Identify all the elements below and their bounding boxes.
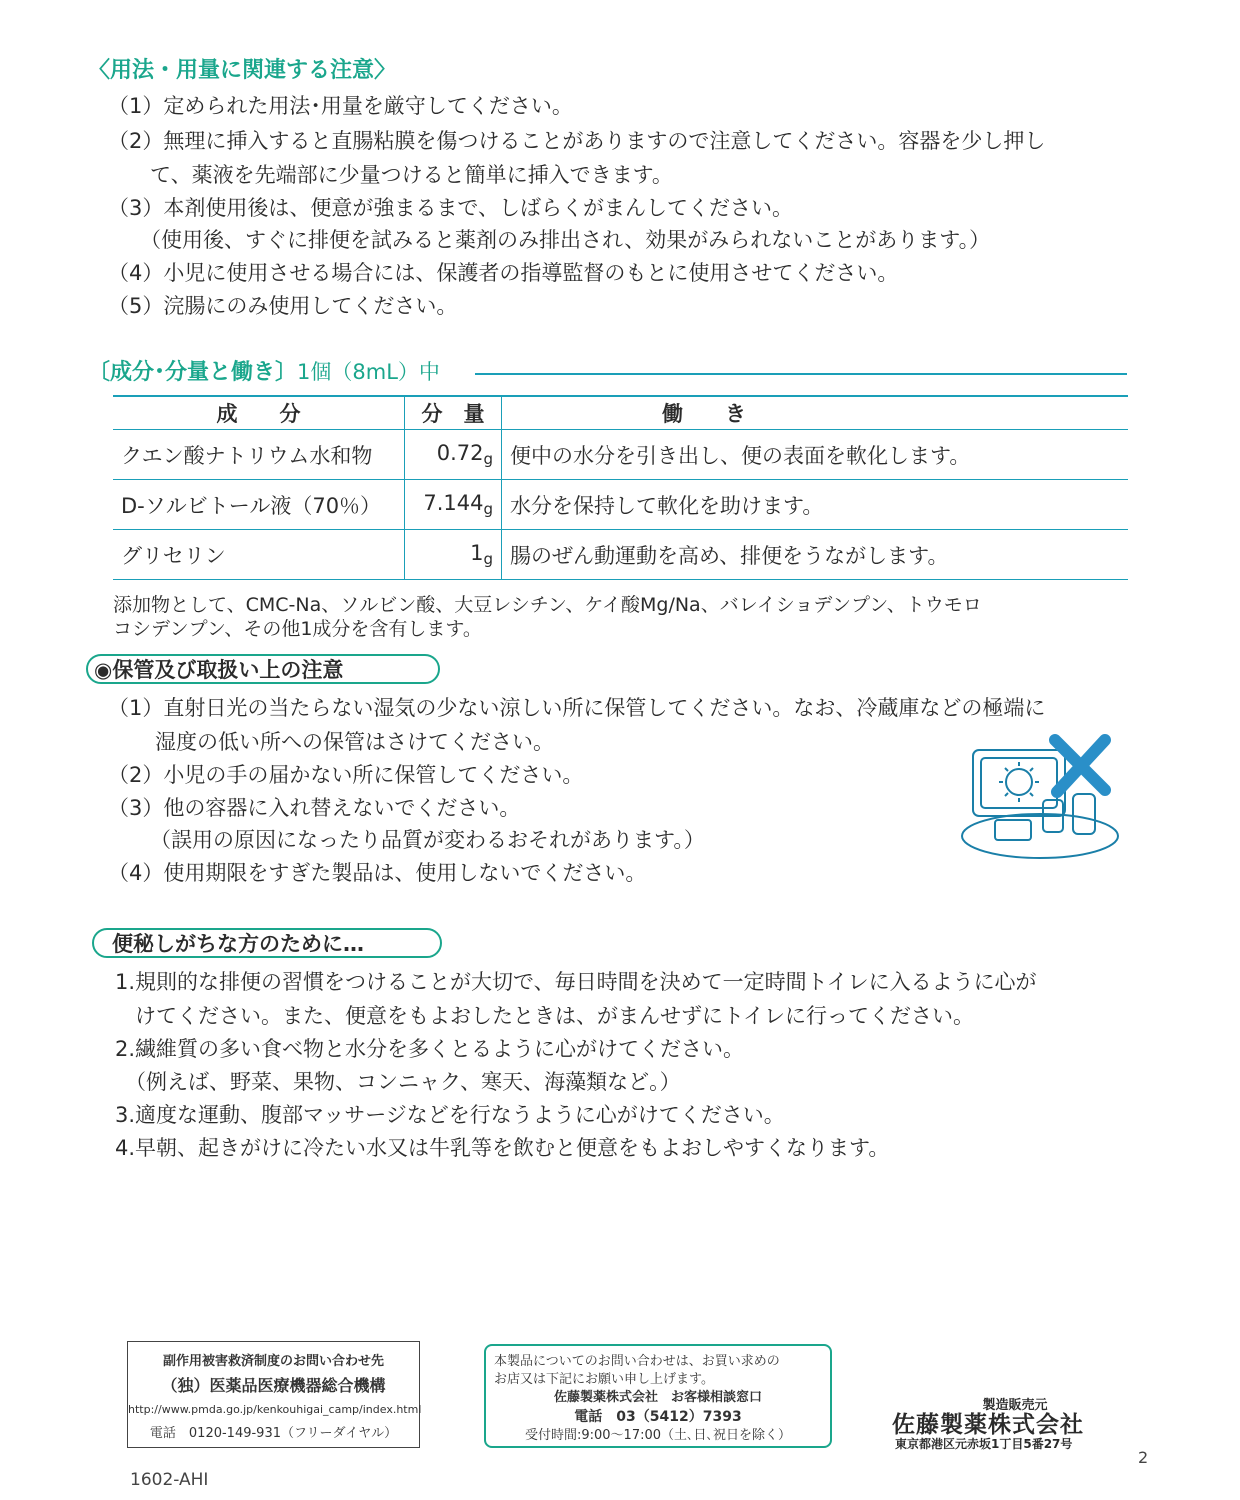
relief-url[interactable]: http://www.pmda.go.jp/kenkouhigai_camp/index.html (128, 1403, 422, 1416)
table-row (113, 430, 1128, 480)
amount-unit: g (483, 450, 493, 468)
tips-item-1-cont: けてください。また、便意をもよおしたときは、がまんせずにトイレに行ってください。 (135, 1004, 974, 1028)
tips-item-2-note: （例えば、野菜、果物、コンニャク、寒天、海藻類など。） (125, 1070, 681, 1094)
usage-item-4: （4）小児に使用させる場合には、保護者の指導監督のもとに使用させてください。 (108, 261, 899, 285)
ingredient-effect: 腸のぜん動運動を高め、排便をうながします。 (502, 530, 1129, 580)
ingredient-amount (405, 530, 502, 580)
storage-item-1: （1）直射日光の当たらない湿気の少ない涼しい所に保管してください。なお、冷蔵庫などの極端に (108, 696, 1046, 720)
ingredient-name: D-ソルビトール液（70％） (113, 480, 405, 530)
tips-item-2: 2.繊維質の多い食べ物と水分を多くとるように心がけてください。 (115, 1037, 745, 1061)
storage-item-4: （4）使用期限をすぎた製品は、使用しないでください。 (108, 861, 647, 885)
header-ingredient: 成 分 (113, 396, 405, 430)
fridge-sun-icon (962, 750, 1118, 858)
relief-title: 副作用被害救済制度のお問い合わせ先 (162, 1354, 384, 1369)
ingredient-name: クエン酸ナトリウム水和物 (113, 430, 405, 480)
amount-value: 0.72 (436, 441, 484, 465)
header-amount: 分 量 (405, 396, 502, 430)
no-fridge-illustration (955, 728, 1125, 863)
header-effect: 働 き (502, 396, 1129, 430)
heading-rule (475, 373, 1127, 375)
amount-value: 1 (470, 541, 484, 565)
storage-item-3-note: （誤用の原因になったり品質が変わるおそれがあります。） (150, 828, 705, 852)
tips-heading: 便秘しがちな方のために… (112, 932, 364, 956)
ingredient-effect: 便中の水分を引き出し、便の表面を軟化します。 (502, 430, 1129, 480)
usage-item-2: （2）無理に挿入すると直腸粘膜を傷つけることがありますので注意してください。容器を少し押し (108, 129, 1046, 153)
ingredient-effect: 水分を保持して軟化を助けます。 (502, 480, 1129, 530)
contact-line-2: お店又は下記にお願い申し上げます。 (494, 1372, 714, 1387)
page-number: 2 (1138, 1448, 1149, 1467)
storage-item-3: （3）他の容器に入れ替えないでください。 (108, 796, 521, 820)
storage-heading-pill (86, 654, 440, 684)
contact-company: 佐藤製薬株式会社 お客様相談窓口 (553, 1390, 762, 1405)
relief-org: （独）医薬品医療機器総合機構 (161, 1376, 386, 1395)
ingredients-heading (88, 358, 440, 387)
storage-item-1-cont: 湿度の低い所への保管はさけてください。 (155, 730, 554, 754)
table-row (113, 480, 1128, 530)
storage-heading: ◉保管及び取扱い上の注意 (94, 658, 344, 682)
additives-line-2: コシデンプン、その他1成分を含有します。 (113, 618, 482, 640)
usage-item-3: （3）本剤使用後は、便意が強まるまで、しばらくがまんしてください。 (108, 196, 793, 220)
contact-hours: 受付時間:9:00〜17:00（土､日､祝日を除く） (524, 1428, 792, 1443)
contact-info-box (484, 1344, 832, 1448)
amount-value: 7.144 (423, 491, 484, 515)
usage-heading: 〈用法・用量に関連する注意〉 (88, 58, 397, 83)
tips-heading-pill (92, 928, 442, 958)
table-header-row (113, 396, 1128, 430)
ingredient-name: グリセリン (113, 530, 405, 580)
usage-item-2-cont: て、薬液を先端部に少量つけると簡単に挿入できます。 (150, 163, 673, 187)
tips-item-3: 3.適度な運動、腹部マッサージなどを行なうように心がけてください。 (115, 1103, 785, 1127)
ingredient-amount (405, 430, 502, 480)
contact-phone: 電話 03（5412）7393 (574, 1409, 742, 1425)
usage-item-1: （1）定められた用法･用量を厳守してください。 (108, 94, 573, 118)
ingredient-amount (405, 480, 502, 530)
storage-item-2: （2）小児の手の届かない所に保管してください。 (108, 763, 584, 787)
tips-item-4: 4.早朝、起きがけに冷たい水又は牛乳等を飲むと便意をもよおしやすくなります。 (115, 1136, 890, 1160)
maker-address: 東京都港区元赤坂1丁目5番27号 (895, 1437, 1073, 1451)
amount-unit: g (483, 550, 493, 568)
usage-item-5: （5）浣腸にのみ使用してください。 (108, 294, 458, 318)
ingredients-table (113, 395, 1128, 580)
contact-line-1: 本製品についてのお問い合わせは、お買い求めの (494, 1354, 780, 1369)
ingredients-heading-rest: 1個（8mL）中 (297, 360, 440, 384)
usage-item-3-note: （使用後、すぐに排便を試みると薬剤のみ排出され、効果がみられないことがあります。） (140, 228, 991, 252)
additives-line-1: 添加物として、CMC-Na、ソルビン酸、大豆レシチン、ケイ酸Mg/Na、バレイショデンプン、トウモロ (113, 594, 982, 616)
maker-label: 製造販売元 (982, 1398, 1048, 1413)
ingredients-heading-bold: 〔成分･分量と働き〕 (88, 360, 298, 385)
cross-mark-icon (1055, 740, 1105, 792)
relief-info-box (127, 1341, 420, 1448)
relief-phone: 電話 0120-149-931（フリーダイヤル） (149, 1426, 398, 1441)
maker-name: 佐藤製薬株式会社 (892, 1412, 1084, 1438)
document-code: 1602-AHI (130, 1470, 209, 1490)
table-row (113, 530, 1128, 580)
tips-item-1: 1.規則的な排便の習慣をつけることが大切で、毎日時間を決めて一定時間トイレに入るように心が (115, 970, 1037, 994)
amount-unit: g (483, 500, 493, 518)
